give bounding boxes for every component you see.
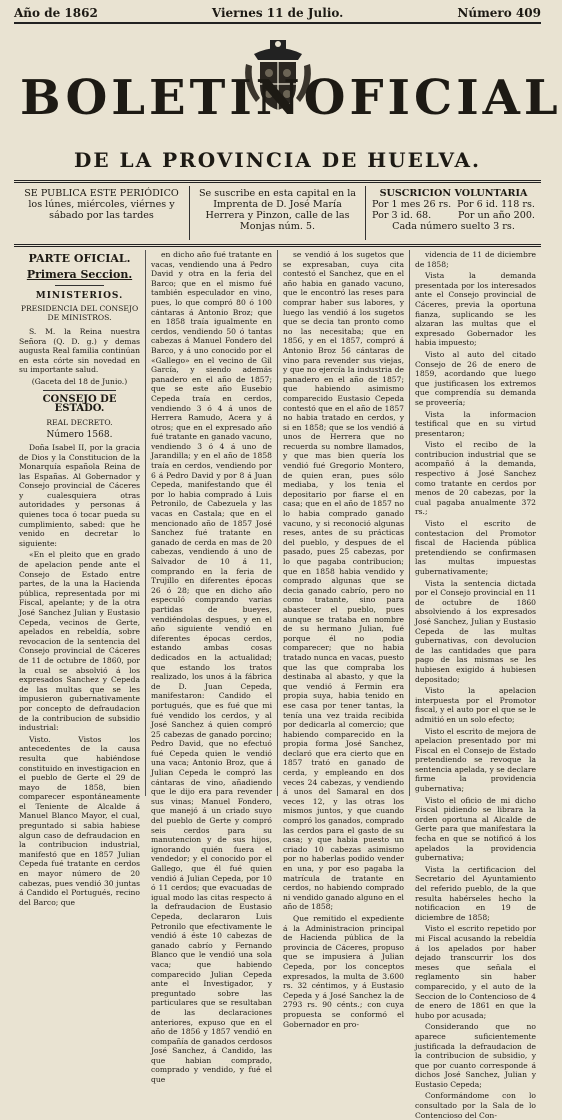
paragraph: Considerando que no aparece suficientemente justificada la defraudacion de la contribucion de subsidio, y que por cuanto corresponde á dichos José Sanchez, Julian y Eustasio Cepeda; <box>415 1022 536 1089</box>
price-6-months: Por 6 id. 118 rs. <box>457 199 535 210</box>
divider <box>55 285 103 286</box>
paragraph: Visto. Vistos los antecedentes de la causa resulta que habiéndose constituido en investigacion en el pueblo de Gerte el 29 de mayo de 1858, bien comparecer espontáneamente el Teniente de Alcalde á Manuel Blanco Mayor, el cual, preguntado si sabia habiese algun caso de defraudacion en la contribucion industrial, manifestó que en 1857 Julian Cepeda fué tratante en cerdos en mayor número de 20 cabezas, pues vendió 30 juntas á Candido el Portugués, recino del Barco; que <box>19 734 140 907</box>
gazette-citation: (Gaceta del 18 de Junio.) <box>31 376 128 386</box>
paragraph: «En el pleito que en grado de apelacion pende ante el Consejo de Estado entre partes, de la una la Hacienda pública, representada por mi Fiscal, apelante; y de la otra José Sanchez Julian y Eustasio Cepeda, vecinos de Gerte, apelados en rebeldía, sobre revocacion de la sentencia del Consejo provincial de Cáceres de 11 de octubre de 1860, por la cual se absolvió á los expresados Sanchez y Cepeda de las multas que se les impusieron gubernativamente por concepto de defraudacion de la contribucion de subsidio industrial: <box>19 550 140 733</box>
decree-number: Número 1568. <box>46 430 113 441</box>
column-1 <box>14 250 146 907</box>
paragraph: Visto la apelacion interpuesta por el Promotor fiscal, y el auto por el que se le admitió en un solo efecto; <box>415 686 536 724</box>
paragraph: videncia de 11 de diciembre de 1858; <box>415 250 536 269</box>
price-3-months: Por 3 id. 68. <box>372 210 432 221</box>
ministries-heading: MINISTERIOS. <box>35 291 124 302</box>
issue-year: Año de 1862 <box>14 6 98 20</box>
title-left: BOLETIN <box>20 70 304 126</box>
council-heading: CONSEJO DE ESTADO. <box>42 393 117 415</box>
paragraph: Doña Isabel II, por la gracia de Dios y la Constitucion de la Monarquía española Reina de las Españas. Al Gobernador y Consejo provincial de Cáceres y cualesquiera otras autoridades y personas á quienes toca ó tocar pueda su cumplimiento, sabed: que he venido en decretar lo siguiente: <box>19 442 140 548</box>
paragraph: Visto el escrito repetido por mi Fiscal acusando la rebeldía á los apelados por haber dejado transcurrir los dos meses que señala el reglamento sin haber comparecido, y el auto de la Seccion de lo Contencioso de 4 de enero de 1861 en que la hubo por acusada; <box>415 924 536 1020</box>
paragraph: Visto el escrito de contestacion del Promotor fiscal de Hacienda pública pretendiendo se confirmasen las multas impuestas gubernativamente; <box>415 519 536 576</box>
paragraph: Vista la informacion testifical que en su virtud presentaron; <box>415 409 536 438</box>
paragraph: Vista la sentencia dictada por el Consejo provincial en 11 de octubre de 1860 absolviendo á los expresados José Sanchez, Julian y Eustasio Cepeda de las multas gubernativas, con devolucion de las cantidades que para pago de las mismas se les hubiesen exigido á hubiesen depositado; <box>415 578 536 684</box>
price-single-issue: Cada número suelto 3 rs. <box>392 221 515 232</box>
paragraph: Visto el escrito de mejora de apelacion presentado por mi Fiscal en el Consejo de Estado pretendiendo se revoque la sentencia apelada, y se declare firme la providencia gubernativa; <box>415 726 536 794</box>
masthead-title <box>20 68 562 128</box>
paragraph: Vista la demanda presentada por los interesados ante el Consejo provincial de Cáceres, previa la oportuna fianza, suplicando se les alzaran las multas que el expresado Gobernador les habia impuesto; <box>415 271 536 348</box>
divider <box>14 180 541 183</box>
decree-heading: REAL DECRETO. <box>46 417 113 427</box>
paragraph: Visto el oficio de mi dicho Fiscal pidiendo se librara la orden oportuna al Alcalde de Gerte para que manifestara la fecha en que se notificó á los apelados la providencia gubernativa; <box>415 795 536 863</box>
masthead-topline <box>14 4 541 24</box>
price-year: Por un año 200. <box>458 210 535 221</box>
divider <box>43 390 116 391</box>
paragraph: Vista la certificacion del Secretario del Ayuntamiento del referido pueblo, de la que resulta habérseles hecho la notificacion en 19 de diciembre de 1858; <box>415 864 536 922</box>
presidency-heading: PRESIDENCIA DEL CONSEJO DE MINISTROS. <box>20 303 139 323</box>
masthead-subtitle: DE LA PROVINCIA DE HUELVA. <box>74 148 481 172</box>
column-3 <box>278 250 410 1029</box>
paragraph: Visto el recibo de la contribucion industrial que se acompañó á la demanda, respectivo á José Sanchez como tratante en cerdos por menos de 20 cabezas, por la cual pagaba anualmente 372 rs.; <box>415 440 536 517</box>
subscription-prices <box>366 186 541 240</box>
title-right: OFICIAL <box>303 70 562 126</box>
paragraph: S. M. la Reina nuestra Señora (Q. D. g.) y demas augusta Real familia continúan en esta córte sin novedad en su importante salud. <box>19 326 140 375</box>
publication-info <box>14 186 541 240</box>
paragraph: Que remitido el expediente á la Administracion principal de Hacienda pública de la provincia de Cáceres, propuso que se impusiera á Julian Cepeda, por los conceptos expresados, la multa de 3.600 rs. 32 céntimos, y á Eustasio Cepeda y á José Sanchez la de 2793 rs. 90 cénts.; con cuya propuesta se conformó el Gobernador en pro- <box>283 913 404 1029</box>
divider <box>14 244 541 247</box>
paragraph: Visto al auto del citado Consejo de 26 de enero de 1859, acordando que luego que justificasen los extremos que comprendía su demanda se proveería; <box>415 349 536 407</box>
section-heading: PARTE OFICIAL. <box>28 252 131 265</box>
prices-title: SUSCRICION VOLUNTARIA <box>379 188 528 199</box>
paragraph: se vendió á los sugetos que se expresaban, cuya cita contestó el Sanchez, que en el año habia en ganado vacuno, que le encontró las reses para comprar haber sus labores, y luego las vendió á los sugetos que se decia tan pronto como no las necesitaba; que en 1856, y en el 1857, compró á Antonio Broz 56 cántaras de vino para revender sus viejas, y que no ejercía la industria de panadero en el año de 1857; que habiendo asimismo comparecido Eustasio Cepeda contestó que en el año de 1857 no habia tratado en cerdos, y si en 1858; que se los vendió á unos de Herrera que no recuerda su nombre llamados, y que mas bien quería los vendió fué Gregorio Montero, de quien eran, pues sólo mediaba, y los tenia el depositario por fiarse el en casa; que en el año de 1857 no lo habia comprado ganado vacuno, y si reconoció algunas reses, antes de su prácticas del pueblo, y despues de el pasado, pues 25 cabezas, por lo que pagaba contribucion; que en 1858 habia vendido y comprado algunas que se decia ganado cabrío, pero no como tratante, sino para abastecer el pueblo, pues aunque se trataba en nombre de su hermano Julian, fué porque él no podia comparecer; que no habia tratado nunca en vacas, puesto que las que compraba los destinaba al abasto, y que la que vendió á Fermin era propia suya, habia tenido en ese casa por tener tantas, la tenía una vez traida recibida por dedicarla al comercio; que habiendo comparecido en la propia forma José Sanchez, declaró que era cierto que en 1857 trató en ganado de cerda, y empleando en dos veces 24 cabezas, y vendiendo á unos del Samaral en dos veces 12, y las otras los mismos juntos, y que cuando compró los ganados, comprado las cerdos para el gasto de su casa; y que habia puesto un criado 10 cabezas asimismo por no haberlas podido vender en una, y por eso pagaba la matrícula de tratante en cerdos, no habiendo comprado ni vendido ganado alguno en el año de 1858; <box>283 250 404 912</box>
publication-schedule: SE PUBLICA ESTE PERIÓDICO los lúnes, miércoles, viérnes y sábado por las tardes <box>14 186 190 240</box>
issue-date: Viernes 11 de Julio. <box>211 6 344 20</box>
issue-number: Número 409 <box>457 6 541 20</box>
paragraph: Conformándome con lo consultado por la Sala de lo Contencioso del Con- <box>415 1091 536 1120</box>
subscription-location: Se suscribe en esta capital en la Imprenta de D. José María Herrera y Pinzon, calle de las Monjas núm. 5. <box>190 186 366 240</box>
article-columns <box>14 250 541 1120</box>
column-2 <box>146 250 278 1085</box>
section-subheading: Primera Seccion. <box>26 267 133 281</box>
price-1-month: Por 1 mes 26 rs. <box>372 199 452 210</box>
column-4 <box>410 250 541 1120</box>
paragraph: en dicho año fué tratante en vacas, vendiendo una á Pedro David y otra en la feria del Barco; que en el mismo fué también especulador en vino, pues, lo que compró 80 ó 100 cántaras á Antonio Broz; que en 1858 traía igualmente en cerdos, vendiendo 50 ó tantas cabezas á Manuel Fondero del Barco, y á uno conocido por el «Gallego» en el vecino de Gil García, y siendo además panadero en el año de 1857; que se este año Eusebio Cepeda traía en cerdos, vendiendo 3 ó 4 á unos de Herrera Ramudo, Acera y á otros; que en el expresado año fué tratante en ganado vacuno, vendiendo 3 ó 4 á uno de Jarandilla; y en el año de 1858 traía en cerdos, vendiendo por 6 á Pedro David y por 8 á Juan Cepeda, manifestando que él por lo habia comprado á Luis Petronilo, de Cabezuela y las vacas en Castala; que en el mencionado año de 1857 José Sanchez fué tratante en ganado de cerda en mas de 20 cabezas, vendiendo á uno de Salvador de 10 á 11, comprando en la feria de Trujillo en diferentes épocas 26 ó 28; que en dicho año especuló comprando varias partidas de bueyes, vendiéndolas despues, y en el año siguiente vendió en diferentes épocas cerdos, estando ambas cosas dedicados en la actualidad; que estando los tratos realizado, los unos á la fábrica de D. Juan Cepeda, manifestaron: Candido el portugués, que es fué que mi fué vendido los cerdos, y al José Sanchez á quien compró 25 cabezas de ganado porcino; Pedro David, que no efectuó fué Cepeda quien le vendió una vaca; Antonio Broz, que á Julian Cepeda le compró las cántaras de vino, añadiendo que le dijo era para revender sus vinas; Manuel Fondero, que manejó á un criado suyo del pueblo de Gerte y compró seis cerdos para su manutencion y de sus hijos, ignorando quién fuera el vendedor; y el conocido por el Gallego, que él fué quien vendió á Julian Cepeda, por 10 ó 11 cerdos; que evacuadas de igual modo las citas respecto á la defraudacion de Eustasio Cepeda, declararon Luis Petronilo que efectivamente le vendió á éste 10 cabezas de ganado cabrío y Fernando Blanco que le vendió una sola vaca; que habiendo comparecido Julian Cepeda ante el Investigador, y preguntado sobre las particulares que se resultaban de las declaraciones anteriores, expuso que en el año de 1856 y 1857 vendió en compañía de ganados cerdosos José Sanchez, á Candido, las que habian comprado, comprado y vendido, y fué el que <box>151 250 272 1085</box>
